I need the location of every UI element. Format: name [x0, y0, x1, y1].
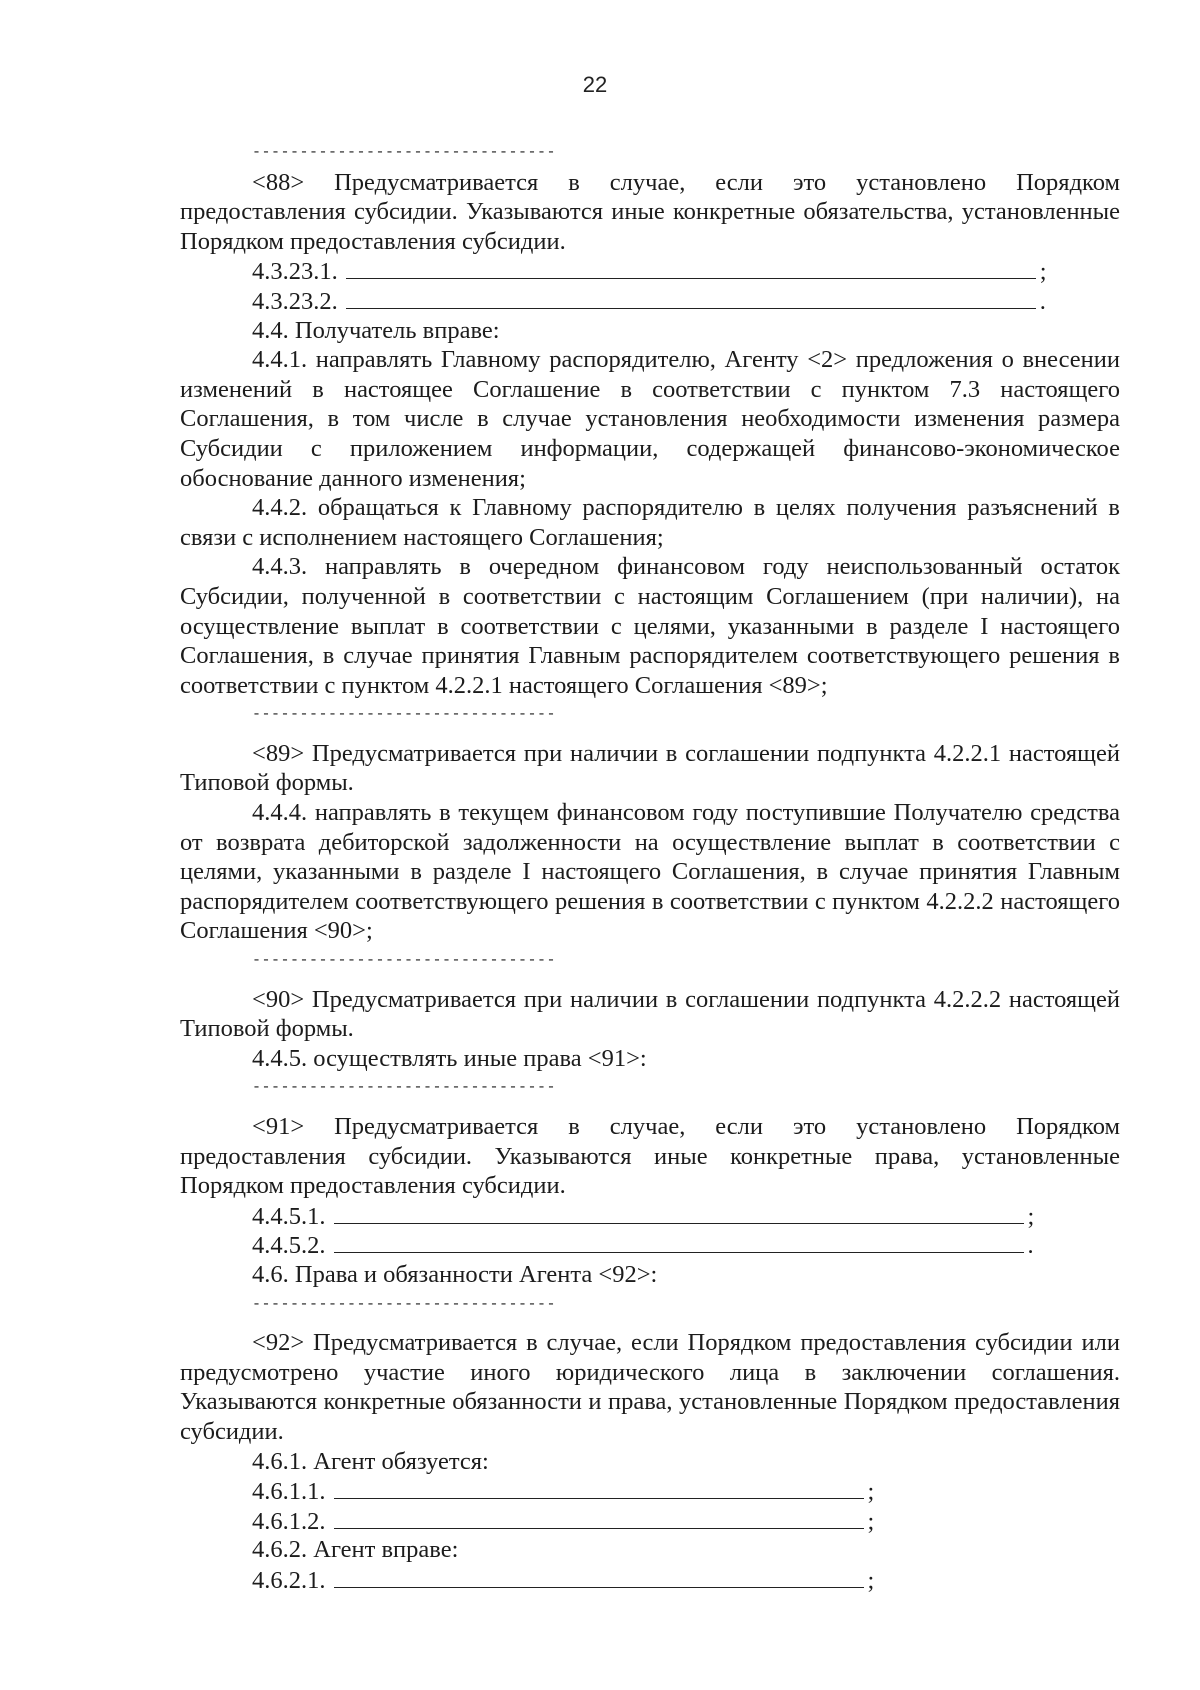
fill-in-blank-line: [334, 1476, 864, 1499]
footnote-text: <89> Предусматривается при наличии в соглашении подпункта 4.2.2.1 настоящей Типовой формы.: [180, 739, 1120, 797]
fill-in-blank-line: [334, 1565, 864, 1588]
item-punctuation: .: [1027, 1232, 1034, 1260]
fill-in-blank-line: [346, 256, 1036, 279]
footnote-separator: --------------------------------: [252, 1079, 557, 1097]
fill-in-item: [180, 1476, 1120, 1506]
paragraph: 4.4. Получатель вправе:: [252, 316, 500, 344]
document-body: [180, 138, 1120, 1595]
fill-in-blank-line: [346, 286, 1036, 309]
footnote-separator: --------------------------------: [252, 1295, 557, 1313]
spacer: [180, 976, 1120, 985]
item-number: 4.4.5.1.: [252, 1202, 326, 1230]
fill-in-item: [180, 1201, 1120, 1231]
footnote-text: <88> Предусматривается в случае, если это установлено Порядком предоставления субсидии. Указываются иные конкретные обязательства, установленные Порядком предоставления субсидии.: [180, 168, 1120, 255]
fill-in-item: [180, 256, 1120, 286]
paragraph: 4.4.3. направлять в очередном финансовом году неиспользованный остаток Субсидии, полученной в соответствии с настоящим Соглашением (при наличии), на осуществление выплат в соответствии с целями, указанными в разделе I настоящего Соглашения, в случае принятия Главным распорядителем соответствующего решения в соответствии с пунктом 4.2.2.1 настоящего Соглашения <89>;: [180, 553, 1120, 699]
fill-in-item: [180, 1506, 1120, 1536]
spacer: [180, 1319, 1120, 1328]
fill-in-item: [180, 1565, 1120, 1595]
footnote-text: <92> Предусматривается в случае, если Порядком предоставления субсидии или предусмотрено участие иного юридического лица в заключении соглашения. Указываются конкретные обязанности и права, установленные Порядком предоставления субсидии.: [180, 1329, 1120, 1445]
item-punctuation: ;: [867, 1507, 875, 1535]
page-number: 22: [582, 72, 608, 97]
footnote-text: <90> Предусматривается при наличии в соглашении подпункта 4.2.2.2 настоящей Типовой формы.: [180, 985, 1120, 1043]
paragraph: 4.6. Права и обязанности Агента <92>:: [252, 1260, 658, 1288]
item-punctuation: .: [1039, 287, 1046, 315]
footnote-separator: --------------------------------: [252, 144, 557, 161]
fill-in-blank-line: [334, 1230, 1024, 1253]
paragraph: 4.4.5. осуществлять иные права <91>:: [252, 1044, 647, 1072]
spacer: [180, 730, 1120, 739]
paragraph: 4.4.4. направлять в текущем финансовом году поступившие Получателю средства от возврата дебиторской задолженности на осуществление выплат в соответствии с целями, указанными в разделе I настоящего Соглашения, в случае принятия Главным распорядителем соответствующего решения в соответствии с пунктом 4.2.2.2 настоящего Соглашения <90>;: [180, 799, 1120, 945]
paragraph: 4.6.2. Агент вправе:: [252, 1536, 459, 1564]
item-punctuation: ;: [1039, 258, 1047, 286]
paragraph: 4.4.2. обращаться к Главному распорядителю в целях получения разъяснений в связи с исполнением настоящего Соглашения;: [180, 494, 1120, 551]
item-number: 4.6.1.1.: [252, 1478, 326, 1506]
footnote-separator: --------------------------------: [252, 706, 557, 724]
fill-in-blank-line: [334, 1506, 864, 1529]
paragraph: 4.6.1. Агент обязуется:: [252, 1447, 489, 1475]
footnote-separator: --------------------------------: [252, 952, 557, 970]
item-punctuation: ;: [867, 1566, 875, 1594]
spacer: [180, 1103, 1120, 1112]
item-number: 4.3.23.2.: [252, 287, 338, 315]
fill-in-blank-line: [334, 1201, 1024, 1224]
fill-in-item: [180, 286, 1120, 316]
item-number: 4.4.5.2.: [252, 1232, 326, 1260]
item-punctuation: ;: [1027, 1202, 1035, 1230]
item-number: 4.6.2.1.: [252, 1566, 326, 1594]
item-punctuation: ;: [867, 1478, 875, 1506]
footnote-text: <91> Предусматривается в случае, если это установлено Порядком предоставления субсидии. Указываются иные конкретные права, установленные Порядком предоставления субсидии.: [180, 1113, 1120, 1200]
fill-in-item: [180, 1230, 1120, 1260]
item-number: 4.6.1.2.: [252, 1507, 326, 1535]
paragraph: 4.4.1. направлять Главному распорядителю, Агенту <2> предложения о внесении изменений в настоящее Соглашение в соответствии с пунктом 7.3 настоящего Соглашения, в том числе в случае установления необходимости изменения размера Субсидии с приложением информации, содержащей финансово-экономическое обоснование данного изменения;: [180, 346, 1120, 492]
item-number: 4.3.23.1.: [252, 258, 338, 286]
